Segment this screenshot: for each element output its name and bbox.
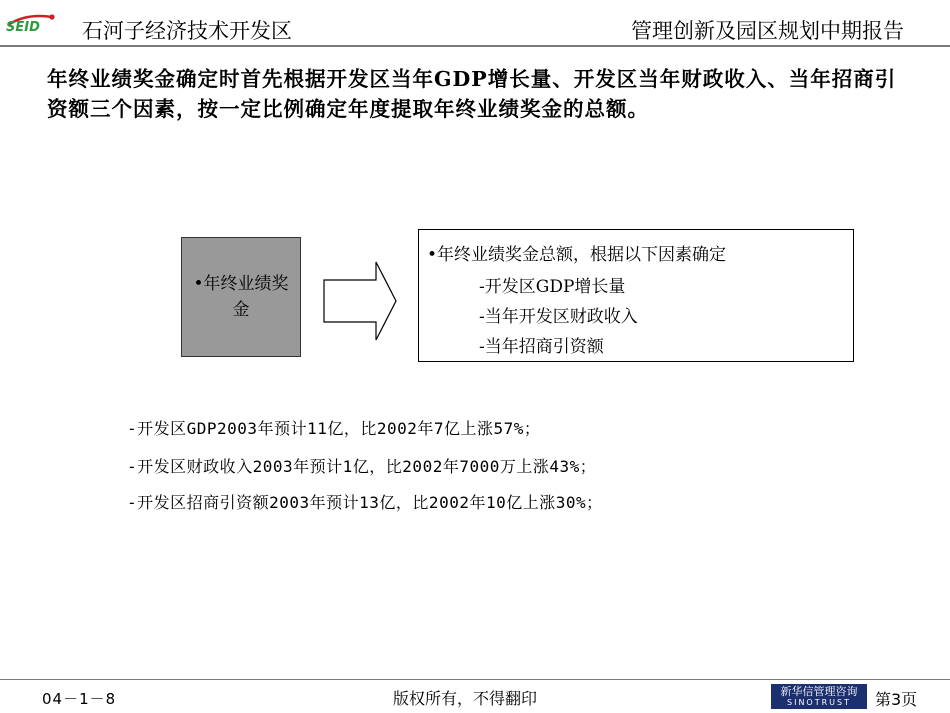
footer-divider [0,679,950,680]
bonus-source-box [181,237,301,357]
factor-title: •年终业绩奖金总额，根据以下因素确定 [427,245,727,265]
factor-fiscal-revenue: -当年开发区财政收入 [479,307,638,327]
header-divider [0,45,950,47]
bonus-source-label: •年终业绩奖金 [193,274,289,320]
factor-gdp: -开发区GDP增长量 [479,277,626,297]
stat-fiscal-revenue: -开发区财政收入2003年预计1亿，比2002年7000万上涨43%； [127,457,597,476]
footer-copyright: 版权所有，不得翻印 [393,689,538,708]
page-header [0,0,950,48]
footer-date: 04－1－8 [42,690,117,708]
brand-cn: 新华信管理咨询 [780,685,858,698]
right-arrow-icon [322,260,400,342]
logo-text: SEID [6,20,40,33]
org-title: 石河子经济技术开发区 [82,19,292,43]
intro-paragraph: 年终业绩奖金确定时首先根据开发区当年GDP增长量、开发区当年财政收入、当年招商引资额三个因素，按一定比例确定年度提取年终业绩奖金的总额。 [47,67,897,121]
factor-investment: -当年招商引资额 [479,337,604,357]
brand-en: SINOTRUST [787,698,851,707]
stat-investment: -开发区招商引资额2003年预计13亿，比2002年10亿上涨30%； [127,493,603,512]
seid-logo [6,11,62,33]
stat-gdp: -开发区GDP2003年预计11亿，比2002年7亿上涨57%； [127,419,541,438]
page-number: 第3页 [875,690,918,709]
bonus-factors-box [418,229,854,362]
report-title: 管理创新及园区规划中期报告 [631,19,904,43]
sinotrust-logo [771,684,867,709]
